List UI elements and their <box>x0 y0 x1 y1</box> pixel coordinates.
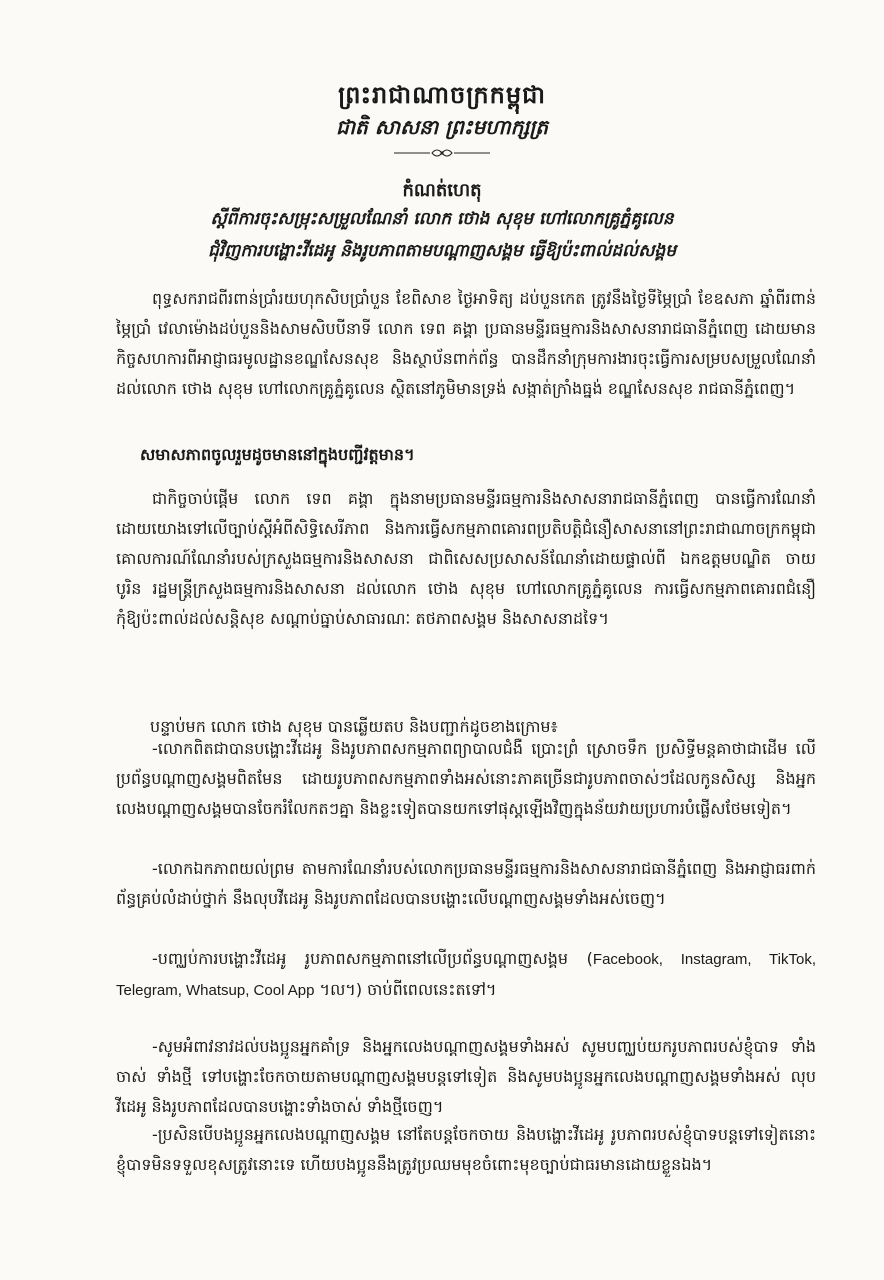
national-motto: ជាតិ សាសនា ព្រះមហាក្សត្រ <box>336 115 548 139</box>
kingdom-title: ព្រះរាជាណាចក្រកម្ពុជា <box>338 81 546 109</box>
bullet-admission: -លោកពិតជាបានបង្ហោះវីដេអូ និងរូបភាពសកម្មភាពព្យាបាលជំងឺ ប្រោះព្រំ ស្រោចទឹក ប្រសិទ្ធីមន្តគាថាជាដើម លើប្រព័ន្ធបណ្តាញសង្គមពិតមែន ដោយរូបភាពសកម្មភាពទាំងអស់នោះភាគច្រើនជារូបភាពចាស់ៗដែលកូនសិស្ស និងអ្នកលេងបណ្តាញសង្គមបានចែករំលែកតៗគ្នា និងខ្លះទៀតបានយកទៅផុស្តឡើងវិញក្នុងន័យវាយប្រហារបំផ្លើសថែមទៀត។ <box>116 739 817 818</box>
document-type: កំណត់ហេតុ <box>402 180 482 201</box>
bullet-appeal: -សូមអំពាវនាវដល់បងប្អូនអ្នកគាំទ្រ និងអ្នកលេងបណ្តាញសង្គមទាំងអស់ សូមបញ្ឈប់យករូបភាពរបស់ខ្ញុំបាទ ទាំងចាស់ ទាំងថ្មី ទៅបង្ហោះចែកចាយតាមបណ្តាញសង្គមបន្តទៅទៀត និងសូមបងប្អូនអ្នកលេងបណ្តាញសង្គមទាំងអស់ លុបវីដេអូ និងរូបភាពដែលបានបង្ហោះទាំងចាស់ ទាំងថ្មីចេញ។ <box>116 1037 816 1116</box>
subject-line-1: ស្តីពីការចុះសម្រុះសម្រួលណែនាំ លោក ថោង សុខុម ហៅលោកគ្រូភ្នំគូលេន <box>210 209 674 229</box>
bullet-stop-posting <box>116 944 816 1006</box>
paragraph-response-intro: បន្ទាប់មក លោក ថោង សុខុម បានឆ្លើយតប និងបញ្ជាក់ដូចខាងក្រោម៖ <box>150 717 558 736</box>
bullet-agreement: -លោកឯកភាពយល់ព្រម តាមការណែនាំរបស់លោកប្រធានមន្ទីរធម្មការនិងសាសនារាជធានីភ្នំពេញ និងអាជ្ញាធរពាក់ព័ន្ធគ្រប់លំដាប់ថ្នាក់ នឹងលុបវីដេអូ និងរូបភាពដែលបានបង្ហោះលើបណ្តាញសង្គមទាំងអស់ចេញ។ <box>116 859 816 908</box>
paragraph-guidance: ជាកិច្ចចាប់ផ្តើម លោក ទេព គង្គា ក្នុងនាមប្រធានមន្ទីរធម្មការនិងសាសនារាជធានីភ្នំពេញ បានធ្វើការណែនាំ ដោយយោងទៅលើច្បាប់ស្តីអំពីសិទ្ធិសេរីភាព និងការធ្វើសកម្មភាពគោរពប្រតិបត្តិជំនឿសាសនានៅព្រះរាជាណាចក្រកម្ពុជា គោលការណ៍ណែនាំរបស់ក្រសួងធម្មការនិងសាសនា ជាពិសេសប្រសាសន៍ណែនាំដោយផ្ទាល់ពី ឯកឧត្តមបណ្ឌិត ចាយ បូរិន រដ្ឋមន្ត្រីក្រសួងធម្មការនិងសាសនា ដល់លោក ថោង សុខុម ហៅលោកគ្រូភ្នំគូលេន ការធ្វើសកម្មភាពគោរពជំនឿកុំឱ្យប៉ះពាល់ដល់សន្តិសុខ សណ្តាប់ធ្នាប់សាធារណៈ តថភាពសង្គម និងសាសនាដទៃ។ <box>116 489 816 628</box>
ornament-divider-icon <box>392 146 492 160</box>
paragraph-attendance: សមាសភាពចូលរួមដូចមាននៅក្នុងបញ្ជីវត្តមាន។ <box>140 445 415 464</box>
paragraph-intro: ពុទ្ធសករាជពីរពាន់ប្រាំរយហុកសិបប្រាំបួន ខែពិសាខ ថ្ងៃអាទិត្យ ដប់បួនកេត ត្រូវនឹងថ្ងៃទីម្ភៃប្រាំ ខែឧសភា ឆ្នាំពីរពាន់ម្ភៃប្រាំ វេលាម៉ោងដប់បួននិងសាមសិបបីនាទី លោក ទេព គង្គា ប្រធានមន្ទីរធម្មការនិងសាសនារាជធានីភ្នំពេញ ដោយមានកិច្ចសហការពីអាជ្ញាធរមូលដ្ឋានខណ្ឌសែនសុខ និងស្ថាប័នពាក់ព័ន្ធ បានដឹកនាំក្រុមការងារចុះធ្វើការសម្របសម្រួលណែនាំ ដល់លោក ថោង សុខុម ហៅលោកគ្រូភ្នំគូលេន ស្ថិតនៅភូមិមានទ្រង់ សង្កាត់ក្រាំងធ្នង់ ខណ្ឌសែនសុខ រាជធានីភ្នំពេញ។ <box>116 289 816 398</box>
bullet-stop-posting-text: -បញ្ឈប់ការបង្ហោះវីដេអូ រូបភាពសកម្មភាពនៅលើប្រព័ន្ធបណ្តាញសង្គម ( <box>152 949 593 968</box>
bullet-liability: -ប្រសិនបើបងប្អូនអ្នកលេងបណ្តាញសង្គម នៅតែបន្តចែកចាយ និងបង្ហោះវីដេអូ រូបភាពរបស់ខ្ញុំបាទបន្តទៅទៀតនោះ ខ្ញុំបាទមិនទទួលខុសត្រូវនោះទេ ហើយបងប្អូននឹងត្រូវប្រឈមមុខចំពោះមុខច្បាប់ជាធរមានដោយខ្លួនឯង។ <box>116 1125 816 1174</box>
bullet-stop-posting-tail: ។ល។) ចាប់ពីពេលនេះតទៅ។ <box>314 980 497 999</box>
platform-list: Facebook, Instagram, TikTok, Telegram, Whatsup, Cool App <box>116 951 817 999</box>
subject-line-2: ជុំវិញការបង្ហោះវីដេអូ និងរូបភាពតាមបណ្តាញសង្គម ធ្វើឱ្យប៉ះពាល់ដល់សង្គម <box>207 241 677 261</box>
